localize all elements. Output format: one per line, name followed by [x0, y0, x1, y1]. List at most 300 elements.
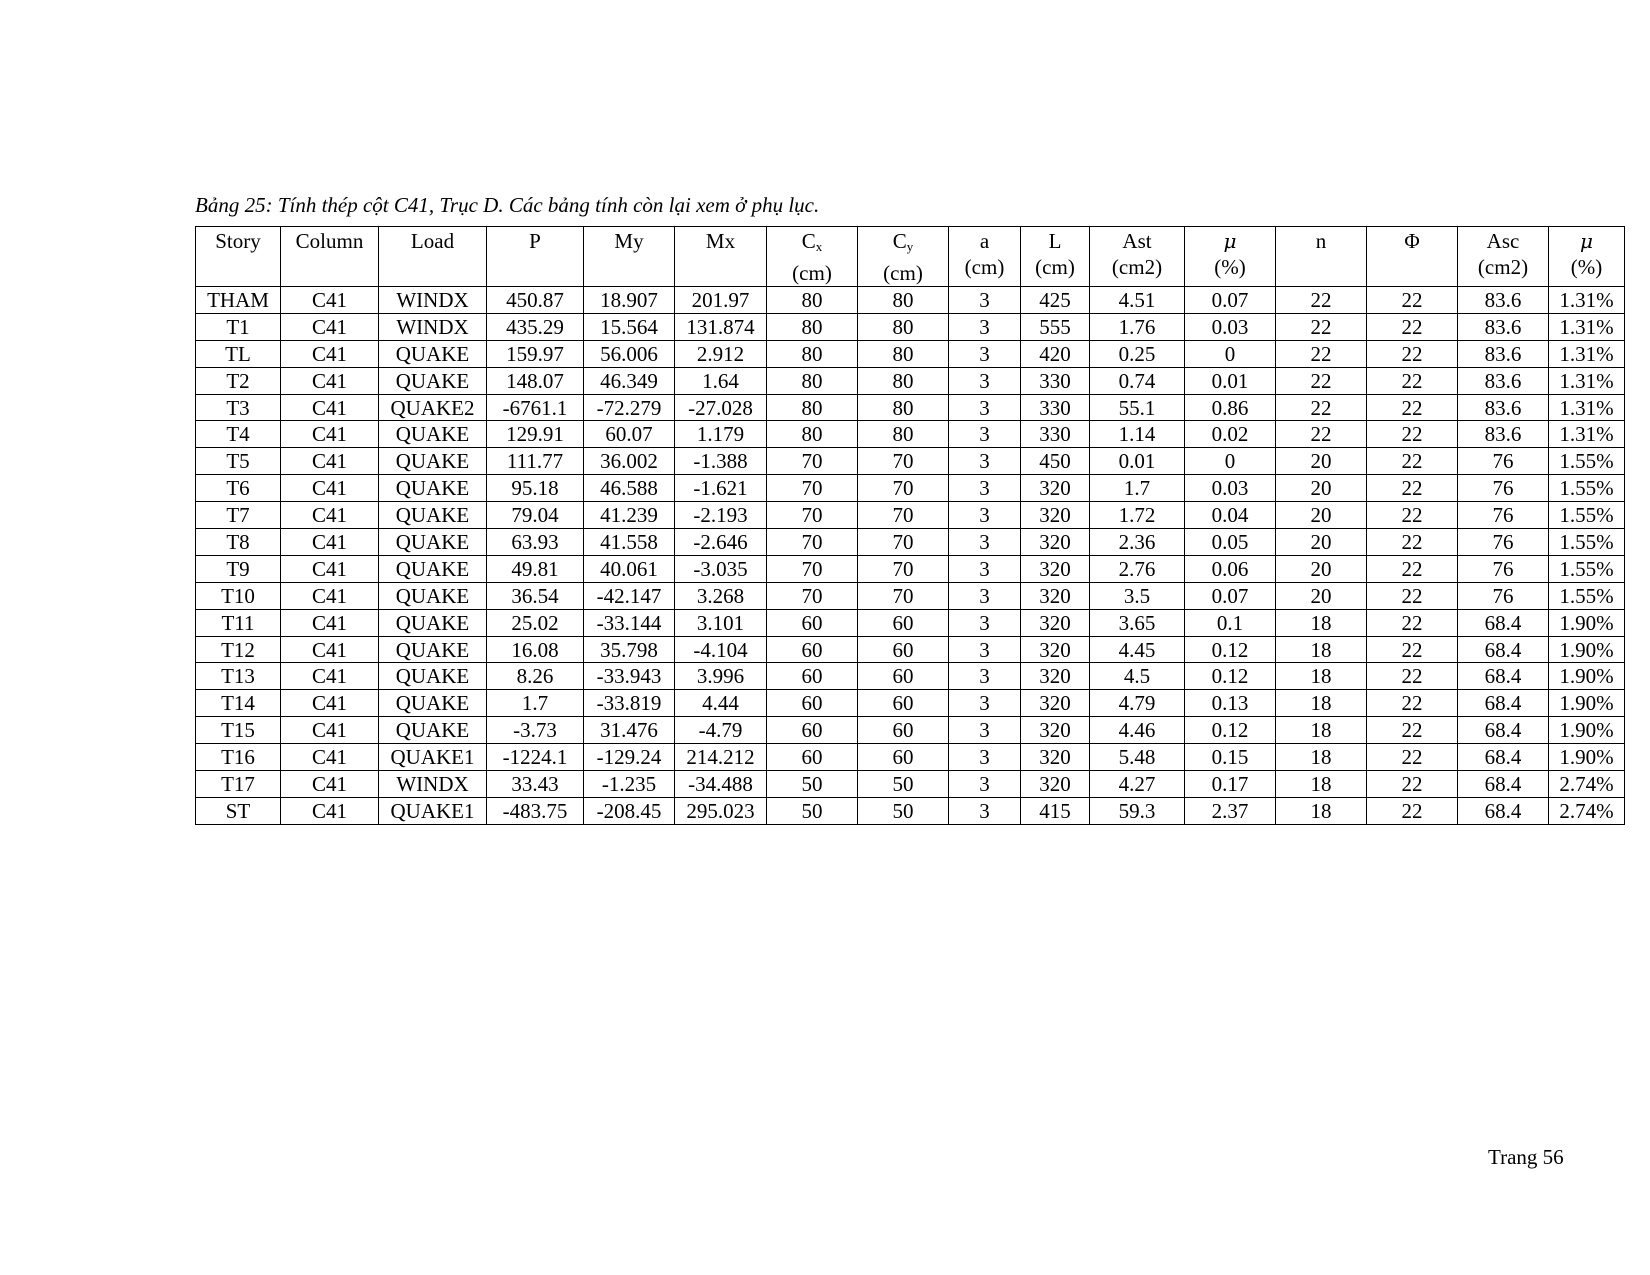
table-cell: 83.6	[1458, 287, 1549, 314]
table-cell: 3	[949, 797, 1021, 824]
table-cell: 4.5	[1090, 663, 1185, 690]
table-header	[196, 227, 1625, 287]
table-cell: 3.65	[1090, 609, 1185, 636]
table-cell: QUAKE	[379, 609, 487, 636]
table-cell: 22	[1276, 340, 1367, 367]
table-cell: QUAKE	[379, 582, 487, 609]
table-cell: 22	[1367, 367, 1458, 394]
table-cell: 0.25	[1090, 340, 1185, 367]
table-cell: 320	[1021, 555, 1090, 582]
table-cell: 0.04	[1185, 502, 1276, 529]
header-row	[196, 227, 1625, 287]
table-cell: 79.04	[487, 502, 584, 529]
table-cell: 0.07	[1185, 287, 1276, 314]
table-cell: 3	[949, 367, 1021, 394]
table-cell: 320	[1021, 744, 1090, 771]
table-cell: -1.388	[675, 448, 767, 475]
table-cell: 60	[767, 636, 858, 663]
table-cell: 214.212	[675, 744, 767, 771]
table-cell: 55.1	[1090, 394, 1185, 421]
column-header-unit: (cm)	[883, 261, 923, 285]
table-cell: 20	[1276, 529, 1367, 556]
table-cell: 1.55%	[1549, 475, 1625, 502]
table-cell: 3	[949, 636, 1021, 663]
table-cell: 60.07	[584, 421, 675, 448]
table-cell: T3	[196, 394, 281, 421]
column-header	[1549, 227, 1625, 287]
table-cell: 5.48	[1090, 744, 1185, 771]
table-cell: 20	[1276, 448, 1367, 475]
column-header-base: C	[801, 229, 816, 253]
table-cell: 1.90%	[1549, 636, 1625, 663]
column-header	[1021, 227, 1090, 287]
table-cell: 1.7	[487, 690, 584, 717]
table-cell: 22	[1367, 636, 1458, 663]
column-header-symbol	[767, 228, 857, 260]
table-cell: 320	[1021, 529, 1090, 556]
table-cell: 0.06	[1185, 555, 1276, 582]
table-cell: 68.4	[1458, 690, 1549, 717]
table-cell: 320	[1021, 475, 1090, 502]
table-cell: 36.002	[584, 448, 675, 475]
table-cell: T11	[196, 609, 281, 636]
table-cell: 1.31%	[1549, 367, 1625, 394]
column-header-symbol	[858, 228, 948, 260]
table-cell: 15.564	[584, 313, 675, 340]
column-header-unit: (%)	[1570, 255, 1603, 279]
column-header-base: C	[892, 229, 907, 253]
table-row	[196, 394, 1625, 421]
table-cell: 80	[767, 421, 858, 448]
table-cell: 450	[1021, 448, 1090, 475]
table-cell: WINDX	[379, 287, 487, 314]
table-cell: 18	[1276, 609, 1367, 636]
table-cell: 1.90%	[1549, 609, 1625, 636]
table-cell: 3	[949, 313, 1021, 340]
column-header-symbol: μ	[1223, 229, 1237, 253]
table-cell: -1224.1	[487, 744, 584, 771]
table-cell: C41	[281, 663, 379, 690]
table-cell: 70	[858, 555, 949, 582]
table-cell: 3	[949, 609, 1021, 636]
table-cell: 3	[949, 529, 1021, 556]
table-cell: 41.558	[584, 529, 675, 556]
table-cell: -3.035	[675, 555, 767, 582]
table-cell: 83.6	[1458, 394, 1549, 421]
table-cell: -6761.1	[487, 394, 584, 421]
table-cell: -3.73	[487, 717, 584, 744]
column-header	[858, 227, 949, 287]
table-cell: QUAKE	[379, 475, 487, 502]
table-cell: 20	[1276, 582, 1367, 609]
table-cell: QUAKE	[379, 529, 487, 556]
table-cell: 0.07	[1185, 582, 1276, 609]
table-cell: 3.996	[675, 663, 767, 690]
table-cell: T15	[196, 717, 281, 744]
table-cell: 40.061	[584, 555, 675, 582]
column-header-unit: (cm2)	[1111, 255, 1163, 279]
table-cell: 330	[1021, 394, 1090, 421]
table-cell: T13	[196, 663, 281, 690]
page-number: Trang 56	[1488, 1145, 1564, 1169]
table-cell: 1.55%	[1549, 529, 1625, 556]
table-cell: 22	[1367, 529, 1458, 556]
table-cell: 4.44	[675, 690, 767, 717]
table-cell: 50	[858, 771, 949, 798]
table-cell: 50	[767, 771, 858, 798]
table-cell: 22	[1276, 313, 1367, 340]
table-cell: THAM	[196, 287, 281, 314]
table-cell: 0.02	[1185, 421, 1276, 448]
table-row	[196, 313, 1625, 340]
table-cell: 60	[858, 744, 949, 771]
table-cell: 76	[1458, 582, 1549, 609]
table-cell: C41	[281, 717, 379, 744]
column-header	[949, 227, 1021, 287]
table-cell: 20	[1276, 475, 1367, 502]
table-cell: 1.31%	[1549, 340, 1625, 367]
table-cell: -208.45	[584, 797, 675, 824]
column-header	[281, 227, 379, 287]
table-cell: 295.023	[675, 797, 767, 824]
table-cell: 320	[1021, 663, 1090, 690]
table-cell: T7	[196, 502, 281, 529]
table-cell: C41	[281, 287, 379, 314]
table-cell: 20	[1276, 502, 1367, 529]
table-cell: 70	[767, 502, 858, 529]
table-cell: 3.268	[675, 582, 767, 609]
table-cell: -4.79	[675, 717, 767, 744]
table-cell: 3	[949, 421, 1021, 448]
table-caption: Bảng 25: Tính thép cột C41, Trục D. Các bảng tính còn lại xem ở phụ lục.	[195, 193, 820, 217]
table-cell: 68.4	[1458, 797, 1549, 824]
table-cell: 83.6	[1458, 421, 1549, 448]
table-cell: 63.93	[487, 529, 584, 556]
column-header-label: L	[1048, 229, 1062, 253]
table-cell: 320	[1021, 582, 1090, 609]
table-cell: 22	[1367, 394, 1458, 421]
table-cell: -33.144	[584, 609, 675, 636]
table-row	[196, 797, 1625, 824]
table-cell: 450.87	[487, 287, 584, 314]
column-header	[767, 227, 858, 287]
table-cell: 2.74%	[1549, 771, 1625, 798]
table-cell: QUAKE	[379, 421, 487, 448]
column-header-label: My	[614, 229, 644, 253]
table-cell: 1.72	[1090, 502, 1185, 529]
table-cell: 1.90%	[1549, 663, 1625, 690]
table-cell: T4	[196, 421, 281, 448]
table-cell: 95.18	[487, 475, 584, 502]
table-cell: 80	[767, 394, 858, 421]
table-cell: 320	[1021, 502, 1090, 529]
table-cell: T8	[196, 529, 281, 556]
table-cell: C41	[281, 582, 379, 609]
table-cell: 320	[1021, 636, 1090, 663]
table-cell: 0.15	[1185, 744, 1276, 771]
table-cell: 22	[1276, 421, 1367, 448]
table-cell: 3	[949, 771, 1021, 798]
table-cell: 80	[767, 340, 858, 367]
table-cell: QUAKE	[379, 340, 487, 367]
column-header	[487, 227, 584, 287]
column-header-label: Mx	[705, 229, 736, 253]
table-cell: 1.90%	[1549, 690, 1625, 717]
column-header	[675, 227, 767, 287]
table-cell: 35.798	[584, 636, 675, 663]
table-cell: 1.31%	[1549, 394, 1625, 421]
table-cell: 555	[1021, 313, 1090, 340]
table-cell: 148.07	[487, 367, 584, 394]
table-cell: 60	[858, 636, 949, 663]
table-cell: 60	[767, 744, 858, 771]
table-cell: 3	[949, 394, 1021, 421]
table-cell: 70	[767, 448, 858, 475]
table-cell: 1.64	[675, 367, 767, 394]
table-cell: 70	[858, 448, 949, 475]
table-cell: 8.26	[487, 663, 584, 690]
table-cell: 0.17	[1185, 771, 1276, 798]
table-cell: 22	[1367, 717, 1458, 744]
table-cell: 0.05	[1185, 529, 1276, 556]
table-cell: 1.90%	[1549, 717, 1625, 744]
table-cell: 22	[1367, 744, 1458, 771]
table-row	[196, 367, 1625, 394]
table-cell: 60	[858, 663, 949, 690]
column-header-label: Story	[215, 229, 261, 253]
table-cell: 3	[949, 555, 1021, 582]
table-cell: ST	[196, 797, 281, 824]
table-body	[196, 287, 1625, 825]
table-cell: 0.03	[1185, 313, 1276, 340]
table-cell: -42.147	[584, 582, 675, 609]
table-cell: 22	[1367, 340, 1458, 367]
table-row	[196, 448, 1625, 475]
table-cell: -72.279	[584, 394, 675, 421]
table-cell: 320	[1021, 717, 1090, 744]
table-cell: -1.235	[584, 771, 675, 798]
table-row	[196, 609, 1625, 636]
table-cell: 0	[1185, 448, 1276, 475]
table-cell: 60	[858, 690, 949, 717]
table-cell: 70	[858, 529, 949, 556]
table-cell: 159.97	[487, 340, 584, 367]
table-cell: 3.101	[675, 609, 767, 636]
table-cell: -4.104	[675, 636, 767, 663]
table-cell: 415	[1021, 797, 1090, 824]
table-cell: 2.37	[1185, 797, 1276, 824]
table-cell: 70	[767, 529, 858, 556]
table-cell: 18	[1276, 663, 1367, 690]
column-header	[1458, 227, 1549, 287]
table-cell: 76	[1458, 502, 1549, 529]
table-cell: T10	[196, 582, 281, 609]
table-cell: C41	[281, 529, 379, 556]
table-cell: QUAKE	[379, 448, 487, 475]
table-cell: 3	[949, 717, 1021, 744]
column-header-unit: (%)	[1214, 255, 1246, 279]
table-cell: 50	[858, 797, 949, 824]
column-header	[1367, 227, 1458, 287]
table-cell: 3	[949, 582, 1021, 609]
table-cell: 33.43	[487, 771, 584, 798]
table-cell: 0.12	[1185, 663, 1276, 690]
table-cell: 18.907	[584, 287, 675, 314]
table-cell: 1.55%	[1549, 502, 1625, 529]
table-cell: 2.36	[1090, 529, 1185, 556]
table-cell: 1.31%	[1549, 421, 1625, 448]
column-header	[1090, 227, 1185, 287]
table-cell: 22	[1367, 771, 1458, 798]
table-cell: QUAKE	[379, 636, 487, 663]
table-cell: T5	[196, 448, 281, 475]
table-cell: 60	[767, 663, 858, 690]
table-cell: 4.27	[1090, 771, 1185, 798]
table-cell: 80	[767, 313, 858, 340]
table-cell: 320	[1021, 690, 1090, 717]
column-header-unit: (cm)	[964, 255, 1005, 279]
column-header	[1185, 227, 1276, 287]
table-row	[196, 421, 1625, 448]
table-cell: 1.76	[1090, 313, 1185, 340]
table-cell: WINDX	[379, 771, 487, 798]
table-cell: TL	[196, 340, 281, 367]
table-cell: 1.55%	[1549, 582, 1625, 609]
table-cell: -33.943	[584, 663, 675, 690]
table-cell: 68.4	[1458, 663, 1549, 690]
table-cell: 18	[1276, 797, 1367, 824]
table-cell: 320	[1021, 609, 1090, 636]
table-cell: C41	[281, 609, 379, 636]
table-cell: 36.54	[487, 582, 584, 609]
table-cell: 50	[767, 797, 858, 824]
table-row	[196, 555, 1625, 582]
table-cell: T1	[196, 313, 281, 340]
table-cell: 18	[1276, 690, 1367, 717]
table-cell: 46.588	[584, 475, 675, 502]
table-cell: T17	[196, 771, 281, 798]
table-cell: 25.02	[487, 609, 584, 636]
table-cell: 68.4	[1458, 771, 1549, 798]
table-cell: 1.55%	[1549, 448, 1625, 475]
table-cell: 4.51	[1090, 287, 1185, 314]
table-cell: 0.12	[1185, 717, 1276, 744]
table-cell: 330	[1021, 367, 1090, 394]
table-cell: 76	[1458, 529, 1549, 556]
table-cell: 0.12	[1185, 636, 1276, 663]
table-cell: 59.3	[1090, 797, 1185, 824]
table-cell: 111.77	[487, 448, 584, 475]
table-cell: 129.91	[487, 421, 584, 448]
table-cell: C41	[281, 744, 379, 771]
table-row	[196, 582, 1625, 609]
table-cell: 22	[1367, 555, 1458, 582]
table-cell: 60	[767, 717, 858, 744]
table-cell: C41	[281, 502, 379, 529]
table-cell: -129.24	[584, 744, 675, 771]
table-cell: 2.76	[1090, 555, 1185, 582]
table-cell: QUAKE2	[379, 394, 487, 421]
column-header-subscript: y	[906, 239, 914, 254]
table-cell: -27.028	[675, 394, 767, 421]
table-cell: 0.01	[1090, 448, 1185, 475]
column-header-label: n	[1315, 229, 1327, 253]
table-cell: C41	[281, 797, 379, 824]
table-cell: 80	[858, 367, 949, 394]
table-cell: -1.621	[675, 475, 767, 502]
table-cell: 18	[1276, 744, 1367, 771]
table-cell: 4.79	[1090, 690, 1185, 717]
table-cell: 22	[1276, 394, 1367, 421]
table-cell: 0.03	[1185, 475, 1276, 502]
column-header-symbol: μ	[1580, 229, 1593, 253]
table-cell: 0	[1185, 340, 1276, 367]
table-cell: 49.81	[487, 555, 584, 582]
column-header-label: Load	[410, 229, 455, 253]
table-cell: 68.4	[1458, 744, 1549, 771]
table-cell: 22	[1367, 313, 1458, 340]
table-cell: WINDX	[379, 313, 487, 340]
table-row	[196, 717, 1625, 744]
column-header-label: Asc	[1486, 229, 1520, 253]
table-cell: 3	[949, 287, 1021, 314]
table-cell: 22	[1367, 609, 1458, 636]
column-header	[1276, 227, 1367, 287]
table-cell: 425	[1021, 287, 1090, 314]
table-cell: 2.74%	[1549, 797, 1625, 824]
table-cell: 4.45	[1090, 636, 1185, 663]
column-header-label: Ast	[1122, 229, 1152, 253]
table-cell: 60	[767, 609, 858, 636]
column-header-label: a	[979, 229, 990, 253]
table-cell: 46.349	[584, 367, 675, 394]
table-cell: 330	[1021, 421, 1090, 448]
table-cell: 80	[767, 367, 858, 394]
table-cell: 20	[1276, 555, 1367, 582]
table-cell: 22	[1367, 663, 1458, 690]
table-row	[196, 287, 1625, 314]
table-cell: 22	[1367, 797, 1458, 824]
table-cell: 83.6	[1458, 313, 1549, 340]
table-cell: -2.646	[675, 529, 767, 556]
table-cell: QUAKE	[379, 717, 487, 744]
table-cell: 18	[1276, 636, 1367, 663]
table-cell: 0.74	[1090, 367, 1185, 394]
table-cell: 80	[858, 394, 949, 421]
column-header	[196, 227, 281, 287]
table-cell: 3	[949, 663, 1021, 690]
table-cell: QUAKE1	[379, 797, 487, 824]
column-header-unit: (cm)	[792, 261, 832, 285]
table-cell: T2	[196, 367, 281, 394]
table-cell: C41	[281, 448, 379, 475]
table-cell: 201.97	[675, 287, 767, 314]
column-header-label: P	[529, 229, 541, 253]
table-cell: -34.488	[675, 771, 767, 798]
table-cell: QUAKE	[379, 367, 487, 394]
table-cell: 76	[1458, 448, 1549, 475]
table-cell: 80	[767, 287, 858, 314]
table-cell: C41	[281, 367, 379, 394]
table-cell: 1.7	[1090, 475, 1185, 502]
table-row	[196, 690, 1625, 717]
table-cell: 4.46	[1090, 717, 1185, 744]
table-cell: 22	[1367, 421, 1458, 448]
table-cell: 420	[1021, 340, 1090, 367]
table-cell: 1.31%	[1549, 287, 1625, 314]
table-cell: 16.08	[487, 636, 584, 663]
table-cell: 60	[858, 609, 949, 636]
